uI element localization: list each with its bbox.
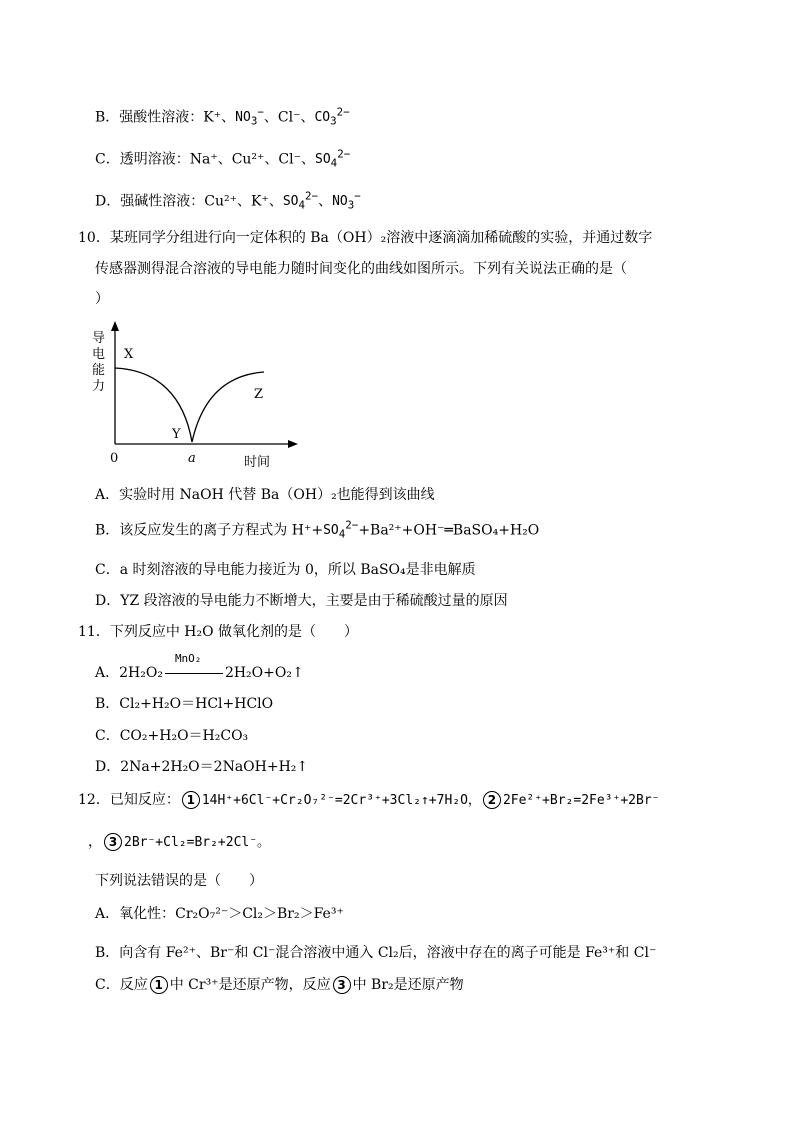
label-z: Z [254, 387, 264, 402]
q10-stem-line3: ） [95, 291, 109, 307]
circled-number-1: 1 [182, 791, 200, 809]
curve-yz [192, 372, 264, 442]
y-label-4: 力 [92, 379, 106, 394]
y-label-1: 导 [92, 331, 106, 346]
q11-option-a: A．2H₂O₂ MnO₂ 2H₂O+O₂↑ [95, 652, 304, 681]
conductivity-graph [88, 318, 308, 478]
q11-stem: 11．下列反应中 H₂O 做氧化剂的是（ ） [78, 624, 359, 640]
q9-option-d: D．强碱性溶液：Cu²⁺、K⁺、$SO_4^{2-}$、$NO_3^-$ [95, 190, 361, 212]
y-axis-arrow [111, 321, 119, 331]
q12-option-c: C．反应 1 中 Cr³⁺是还原产物，反应 3 中 Br₂是还原产物 [95, 977, 464, 993]
q12-stem-line1: 12．已知反应： 1 14H⁺+6Cl⁻+Cr₂O₇²⁻=2Cr³⁺+3Cl₂↑+7H₂O， 2 2Fe²⁺+Br₂=2Fe³⁺+2Br⁻ [78, 792, 660, 808]
q10-option-a: A．实验时用 NaOH 代替 Ba（OH）₂也能得到该曲线 [95, 487, 435, 503]
q9-option-c-label: C．透明溶液： [95, 151, 190, 168]
q12-stem-line2: ， 3 2Br⁻+Cl₂=Br₂+2Cl⁻。 [88, 834, 271, 850]
q12-option-b: B．向含有 Fe²⁺、Br⁻和 Cl⁻混合溶液中通入 Cl₂后，溶液中存在的离子可能是 Fe³⁺和 Cl⁻ [95, 945, 657, 961]
q10-option-b: B．该反应发生的离子方程式为 $H^++SO_4^{2-}+Ba^{2+}+OH^-═BaSO_4+H_2O$ [95, 519, 540, 541]
circled-number-1b: 1 [150, 976, 168, 994]
q9-option-d-label: D．强碱性溶液： [95, 193, 205, 210]
q9-option-b-label: B．强酸性溶液： [95, 109, 204, 126]
circled-number-3b: 3 [333, 976, 351, 994]
q11-option-d: D．2Na+2H₂O＝2NaOH+H₂↑ [95, 759, 309, 775]
q10-option-c: C．a 时刻溶液的导电能力接近为 0，所以 BaSO₄是非电解质 [95, 562, 476, 578]
a-label: a [188, 451, 196, 466]
origin-label: 0 [110, 451, 119, 466]
x-axis-arrow [288, 440, 298, 448]
q9-option-c: C．透明溶液：Na⁺、Cu²⁺、Cl⁻、$SO_4^{2-}$ [95, 148, 351, 170]
label-y: Y [172, 427, 181, 442]
y-label-3: 能 [92, 363, 106, 378]
reaction-condition: MnO₂ [163, 663, 225, 683]
circled-number-2: 2 [483, 791, 501, 809]
x-axis-label: 时间 [244, 455, 271, 470]
q9-option-b: B．强酸性溶液：K⁺、$NO_3^-$、Cl⁻、$CO_3^{2-}$ [95, 106, 350, 128]
q11-option-c: C．CO₂+H₂O＝H₂CO₃ [95, 728, 249, 744]
q10-stem-line2: 传感器测得混合溶液的导电能力随时间变化的曲线如图所示。下列有关说法正确的是（ [95, 261, 627, 277]
circled-number-3: 3 [104, 833, 122, 851]
q10-option-d: D．YZ 段溶液的导电能力不断增大，主要是由于稀硫酸过量的原因 [95, 593, 508, 609]
q12-ask: 下列说法错误的是（ ） [95, 873, 263, 889]
q10-stem-line1: 10．某班同学分组进行向一定体积的 Ba（OH）₂溶液中逐滴滴加稀硫酸的实验，并通过数字 [78, 230, 653, 246]
label-x: X [124, 347, 134, 362]
q11-option-b: B．Cl₂+H₂O＝HCl+HClO [95, 696, 274, 712]
y-label-2: 电 [92, 347, 106, 362]
q12-option-a: A．氧化性：Cr₂O₇²⁻＞Cl₂＞Br₂＞Fe³⁺ [95, 906, 344, 922]
